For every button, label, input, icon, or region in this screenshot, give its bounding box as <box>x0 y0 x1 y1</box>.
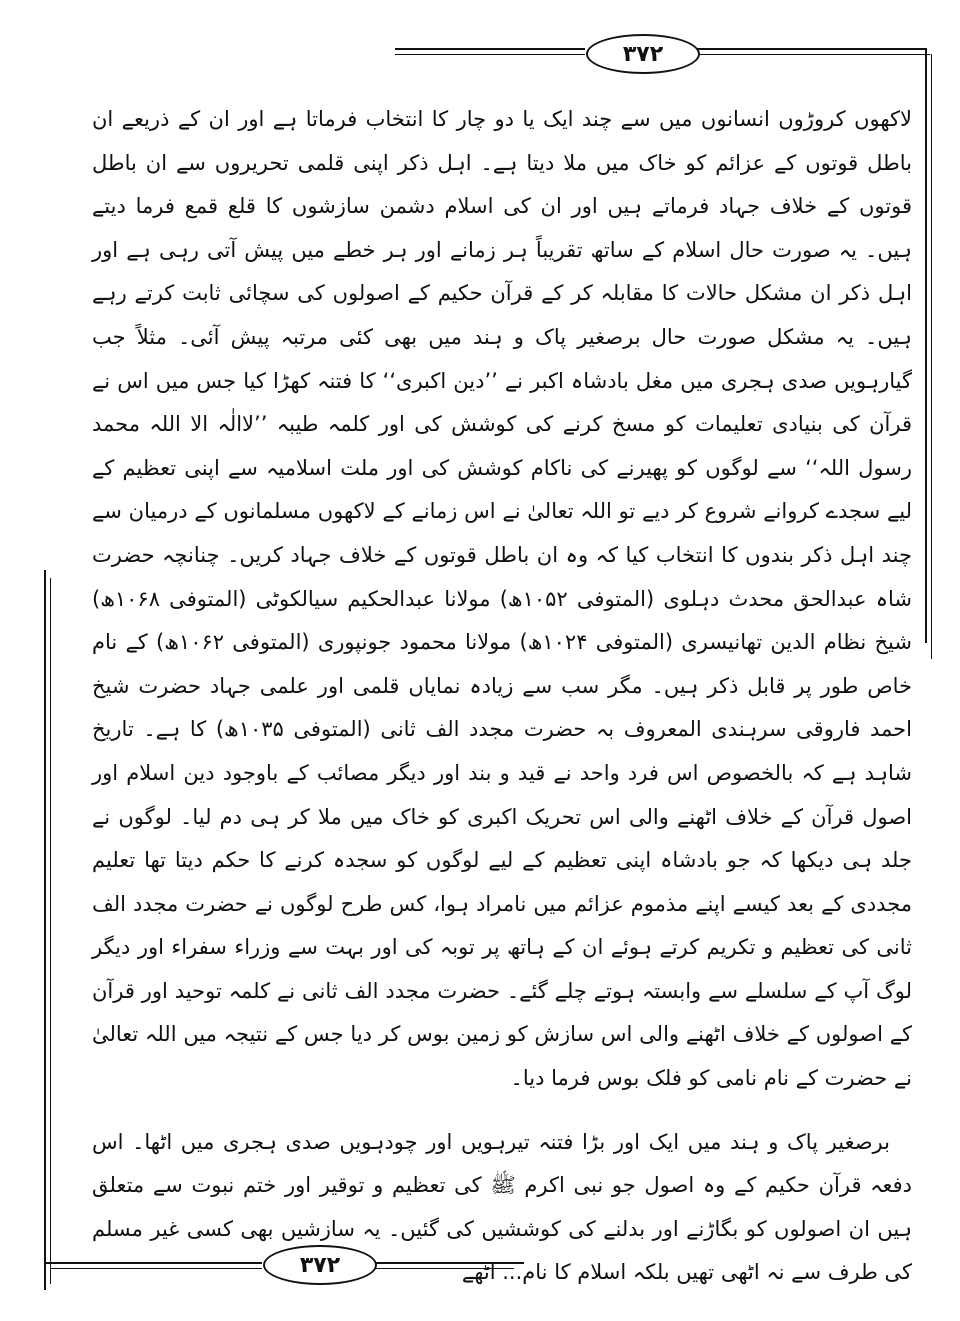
frame-line <box>695 48 925 50</box>
frame-line <box>931 54 932 659</box>
frame-line <box>50 578 51 1284</box>
paragraph-1: لاکھوں کروڑوں انسانوں میں سے چند ایک یا دو چار کا انتخاب فرماتا ہے اور ان کے ذریعے ان باطل قوتوں کے عزائم کو خاک میں ملا دیتا ہے۔ اہل ذکر اپنی قلمی تحریروں سے ان باطل قوتوں کے خلاف جہاد فرماتے ہیں اور ان کی اسلام دشمن سازشوں کا قلع قمع فرما دیتے ہیں۔ یہ صورت حال اسلام کے ساتھ تقریباً ہر زمانے اور ہر خطے میں پیش آتی رہی ہے اور اہل ذکر ان مشکل حالات کا مقابلہ کر کے قرآن حکیم کے اصولوں کی سچائی ثابت کرتے رہے ہیں۔ یہ مشکل صورت حال برصغیر پاک و ہند میں بھی کئی مرتبہ پیش آئی۔ مثلاً جب گیارہویں صدی ہجری میں مغل بادشاہ اکبر نے ’’دین اکبری‘‘ کا فتنہ کھڑا کیا جس میں اس نے قرآن کی بنیادی تعلیمات کو مسخ کرنے کی کوشش کی اور کلمہ طیبہ ’’لاالٰہ الا اللہ محمد رسول اللہ‘‘ سے لوگوں کو پھیرنے کی ناکام کوشش کی اور ملت اسلامیہ سے اپنی تعظیم کے لیے سجدے کروانے شروع کر دیے تو اللہ تعالیٰ نے اس زمانے کے لاکھوں مسلمانوں کے درمیان سے چند اہل ذکر بندوں کا انتخاب کیا کہ وہ ان باطل قوتوں کے خلاف جہاد کریں۔ چنانچہ حضرت شاہ عبدالحق محدث دہلوی (المتوفی ۱۰۵۲ھ) مولانا عبدالحکیم سیالکوٹی (المتوفی ۱۰۶۸ھ) شیخ نظام الدین تھانیسری (المتوفی ۱۰۲۴ھ) مولانا محمود جونپوری (المتوفی ۱۰۶۲ھ) کے نام خاص طور پر قابل ذکر ہیں۔ مگر سب سے زیادہ نمایاں قلمی اور علمی جہاد حضرت شیخ احمد فاروقی سرہندی المعروف بہ حضرت مجدد الف ثانی (المتوفی ۱۰۳۵ھ) کا ہے۔ تاریخ شاہد ہے کہ بالخصوص اس فرد واحد نے قید و بند اور دیگر مصائب کے باوجود دین اسلام اور اصول قرآن کے خلاف اٹھنے والی اس تحریک اکبری کو خاک میں ملا کر ہی دم لیا۔ لوگوں نے جلد ہی دیکھا کہ جو بادشاہ اپنی تعظیم کے لیے لوگوں کو سجدہ کرنے کا حکم دیتا تھا تعلیم مجددی کے بعد کیسے اپنے مذموم عزائم میں نامراد ہوا، کس طرح لوگوں نے حضرت مجدد الف ثانی کی تعظیم و تکریم کرتے ہوئے ان کے ہاتھ پر توبہ کی اور بہت سے وزراء سفراء اور دیگر لوگ آپ کے سلسلے سے وابستہ ہوتے چلے گئے۔ حضرت مجدد الف ثانی نے کلمہ توحید اور قرآن کے اصولوں کے خلاف اٹھنے والی اس سازش کو زمین بوس کر دیا جس کے نتیجہ میں اللہ تعالیٰ نے حضرت کے نام نامی کو فلک بوس فرما دیا۔ <box>92 107 912 1091</box>
page-number-bottom: ۳۷۲ <box>263 1245 377 1285</box>
frame-line <box>925 48 927 643</box>
body-text <box>92 98 912 1295</box>
frame-line <box>44 570 46 1290</box>
paragraph-2: برصغیر پاک و ہند میں ایک اور بڑا فتنہ تیرہویں اور چودہویں صدی ہجری میں اٹھا۔ اس دفعہ قرآن حکیم کے وہ اصول جو نبی اکرم ﷺ کی تعظیم و توقیر اور ختم نبوت سے متعلق ہیں ان اصولوں کو بگاڑنے اور بدلنے کی کوششیں کی گئیں۔ یہ سازشیں بھی کسی غیر مسلم کی طرف سے نہ اٹھی تھیں بلکہ اسلام کا نام... اٹھے <box>92 1129 912 1285</box>
page-number-top: ۳۷۲ <box>586 34 700 74</box>
frame-line <box>395 54 585 55</box>
frame-line <box>395 48 585 50</box>
frame-line <box>695 54 930 55</box>
